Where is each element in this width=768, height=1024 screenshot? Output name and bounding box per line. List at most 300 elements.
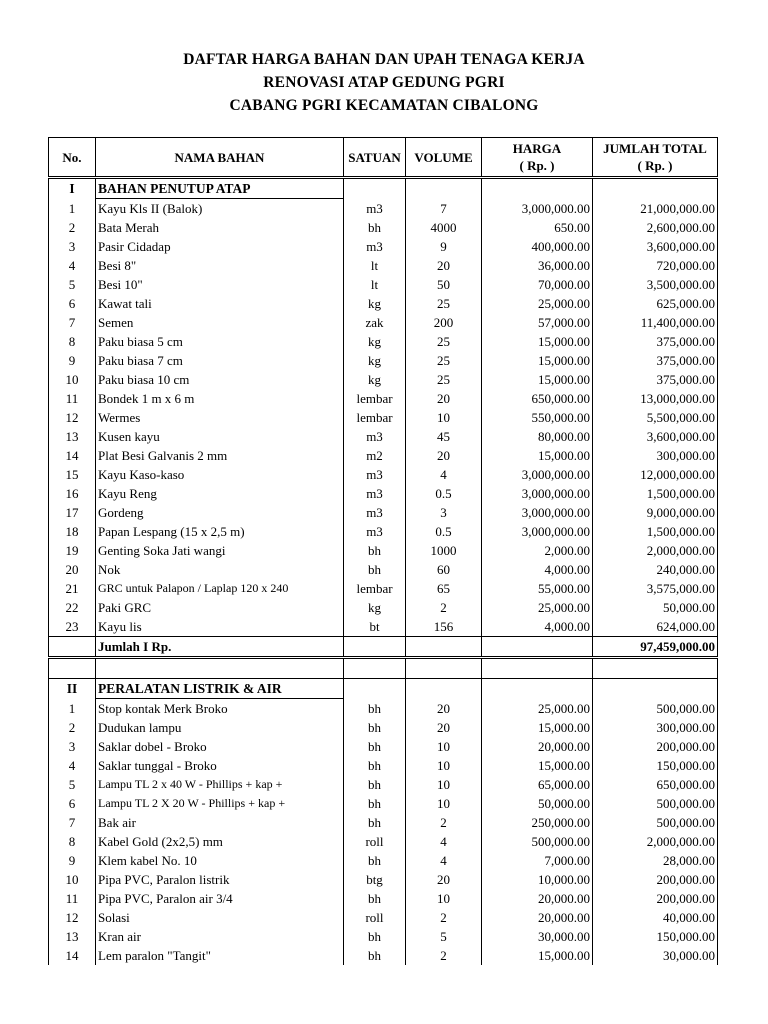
item-total: 21,000,000.00 — [593, 199, 718, 219]
section-2-heading-row — [49, 679, 718, 699]
item-number: 10 — [49, 370, 96, 389]
empty-cell — [49, 637, 96, 658]
item-unit: bh — [344, 560, 406, 579]
item-volume: 20 — [406, 699, 482, 719]
item-number: 4 — [49, 256, 96, 275]
table-row — [49, 699, 718, 719]
item-name: Kayu Kaso-kaso — [96, 465, 344, 484]
header-volume: VOLUME — [406, 138, 482, 178]
empty-cell — [96, 658, 344, 679]
item-unit: m3 — [344, 237, 406, 256]
empty-cell — [49, 658, 96, 679]
item-name: Bak air — [96, 813, 344, 832]
item-name: Pipa PVC, Paralon air 3/4 — [96, 889, 344, 908]
item-total: 375,000.00 — [593, 351, 718, 370]
item-number: 1 — [49, 199, 96, 219]
item-total: 30,000.00 — [593, 946, 718, 965]
item-unit: bh — [344, 775, 406, 794]
item-unit: btg — [344, 870, 406, 889]
item-price: 4,000.00 — [482, 617, 593, 637]
section-1-number: I — [49, 178, 96, 199]
table-row — [49, 465, 718, 484]
item-number: 2 — [49, 718, 96, 737]
item-volume: 25 — [406, 370, 482, 389]
item-name: Kran air — [96, 927, 344, 946]
item-number: 9 — [49, 351, 96, 370]
item-unit: bh — [344, 813, 406, 832]
item-volume: 20 — [406, 870, 482, 889]
header-harga — [482, 138, 593, 178]
item-number: 4 — [49, 756, 96, 775]
item-price: 400,000.00 — [482, 237, 593, 256]
item-number: 22 — [49, 598, 96, 617]
item-price: 15,000.00 — [482, 351, 593, 370]
table-row — [49, 927, 718, 946]
item-name: Pasir Cidadap — [96, 237, 344, 256]
item-total: 1,500,000.00 — [593, 522, 718, 541]
item-total: 200,000.00 — [593, 889, 718, 908]
item-price: 65,000.00 — [482, 775, 593, 794]
item-volume: 10 — [406, 794, 482, 813]
table-row — [49, 389, 718, 408]
item-total: 300,000.00 — [593, 718, 718, 737]
item-total: 624,000.00 — [593, 617, 718, 637]
item-total: 200,000.00 — [593, 737, 718, 756]
item-total: 28,000.00 — [593, 851, 718, 870]
item-total: 40,000.00 — [593, 908, 718, 927]
item-total: 3,575,000.00 — [593, 579, 718, 598]
item-total: 50,000.00 — [593, 598, 718, 617]
item-number: 3 — [49, 737, 96, 756]
item-number: 14 — [49, 446, 96, 465]
section-1-sum-row — [49, 637, 718, 658]
item-name: Semen — [96, 313, 344, 332]
empty-cell — [406, 637, 482, 658]
item-number: 18 — [49, 522, 96, 541]
item-price: 15,000.00 — [482, 756, 593, 775]
item-unit: bh — [344, 889, 406, 908]
section-1-sum-value: 97,459,000.00 — [593, 637, 718, 658]
table-row — [49, 851, 718, 870]
item-unit: bh — [344, 218, 406, 237]
item-unit: bh — [344, 718, 406, 737]
item-volume: 60 — [406, 560, 482, 579]
item-unit: roll — [344, 908, 406, 927]
item-volume: 10 — [406, 737, 482, 756]
empty-cell — [482, 637, 593, 658]
item-price: 80,000.00 — [482, 427, 593, 446]
item-name: Kayu Reng — [96, 484, 344, 503]
item-volume: 10 — [406, 408, 482, 427]
item-total: 500,000.00 — [593, 699, 718, 719]
item-total: 200,000.00 — [593, 870, 718, 889]
item-number: 7 — [49, 313, 96, 332]
item-name: Kabel Gold (2x2,5) mm — [96, 832, 344, 851]
item-unit: m3 — [344, 522, 406, 541]
item-volume: 25 — [406, 294, 482, 313]
empty-cell — [593, 178, 718, 199]
item-price: 20,000.00 — [482, 737, 593, 756]
empty-cell — [344, 658, 406, 679]
item-name: Saklar dobel - Broko — [96, 737, 344, 756]
item-total: 375,000.00 — [593, 332, 718, 351]
item-total: 3,500,000.00 — [593, 275, 718, 294]
item-name: Papan Lespang (15 x 2,5 m) — [96, 522, 344, 541]
table-row — [49, 560, 718, 579]
item-name: Wermes — [96, 408, 344, 427]
item-name: GRC untuk Palapon / Laplap 120 x 240 — [96, 579, 344, 598]
item-number: 11 — [49, 889, 96, 908]
item-name: Saklar tunggal - Broko — [96, 756, 344, 775]
empty-cell — [593, 679, 718, 699]
table-row — [49, 718, 718, 737]
item-unit: kg — [344, 598, 406, 617]
header-jumlah-total — [593, 138, 718, 178]
item-name: Solasi — [96, 908, 344, 927]
item-total: 5,500,000.00 — [593, 408, 718, 427]
item-unit: kg — [344, 332, 406, 351]
item-volume: 1000 — [406, 541, 482, 560]
item-unit: kg — [344, 370, 406, 389]
table-row — [49, 199, 718, 219]
table-row — [49, 351, 718, 370]
table-row — [49, 237, 718, 256]
item-total: 150,000.00 — [593, 927, 718, 946]
item-number: 1 — [49, 699, 96, 719]
item-unit: m3 — [344, 465, 406, 484]
item-unit: lembar — [344, 389, 406, 408]
item-price: 10,000.00 — [482, 870, 593, 889]
item-total: 500,000.00 — [593, 794, 718, 813]
table-row — [49, 275, 718, 294]
item-number: 8 — [49, 332, 96, 351]
item-unit: bh — [344, 737, 406, 756]
item-total: 3,600,000.00 — [593, 427, 718, 446]
item-volume: 25 — [406, 351, 482, 370]
item-price: 550,000.00 — [482, 408, 593, 427]
section-2-body — [49, 679, 718, 966]
item-total: 2,000,000.00 — [593, 832, 718, 851]
header-jumlah-line1: JUMLAH TOTAL — [603, 141, 707, 156]
item-volume: 20 — [406, 256, 482, 275]
table-row — [49, 313, 718, 332]
item-unit: kg — [344, 294, 406, 313]
item-volume: 20 — [406, 718, 482, 737]
item-price: 3,000,000.00 — [482, 465, 593, 484]
item-number: 6 — [49, 294, 96, 313]
item-price: 25,000.00 — [482, 294, 593, 313]
item-number: 3 — [49, 237, 96, 256]
item-unit: kg — [344, 351, 406, 370]
item-unit: zak — [344, 313, 406, 332]
item-number: 16 — [49, 484, 96, 503]
item-volume: 50 — [406, 275, 482, 294]
item-unit: lembar — [344, 579, 406, 598]
item-number: 2 — [49, 218, 96, 237]
item-unit: lt — [344, 256, 406, 275]
item-name: Dudukan lampu — [96, 718, 344, 737]
empty-cell — [482, 178, 593, 199]
empty-cell — [482, 658, 593, 679]
item-price: 2,000.00 — [482, 541, 593, 560]
item-number: 7 — [49, 813, 96, 832]
item-volume: 0.5 — [406, 484, 482, 503]
item-total: 300,000.00 — [593, 446, 718, 465]
item-unit: roll — [344, 832, 406, 851]
item-number: 15 — [49, 465, 96, 484]
table-row — [49, 813, 718, 832]
header-nama-bahan: NAMA BAHAN — [96, 138, 344, 178]
item-volume: 4 — [406, 465, 482, 484]
item-name: Kawat tali — [96, 294, 344, 313]
item-name: Gordeng — [96, 503, 344, 522]
item-volume: 20 — [406, 389, 482, 408]
item-total: 625,000.00 — [593, 294, 718, 313]
item-price: 57,000.00 — [482, 313, 593, 332]
item-price: 650,000.00 — [482, 389, 593, 408]
item-number: 8 — [49, 832, 96, 851]
section-1-heading-row — [49, 178, 718, 199]
table-header — [49, 138, 718, 178]
item-volume: 5 — [406, 927, 482, 946]
section-1-body — [49, 178, 718, 637]
table-row — [49, 908, 718, 927]
item-number: 9 — [49, 851, 96, 870]
item-volume: 156 — [406, 617, 482, 637]
item-number: 13 — [49, 927, 96, 946]
item-total: 1,500,000.00 — [593, 484, 718, 503]
table-row — [49, 756, 718, 775]
table-row — [49, 370, 718, 389]
item-volume: 10 — [406, 756, 482, 775]
table-row — [49, 598, 718, 617]
item-price: 3,000,000.00 — [482, 484, 593, 503]
item-price: 650.00 — [482, 218, 593, 237]
price-table — [48, 137, 718, 965]
item-name: Nok — [96, 560, 344, 579]
header-harga-line2: ( Rp. ) — [519, 158, 555, 173]
item-total: 3,600,000.00 — [593, 237, 718, 256]
item-price: 25,000.00 — [482, 598, 593, 617]
section-2-number: II — [49, 679, 96, 699]
title-line-3: CABANG PGRI KECAMATAN CIBALONG — [229, 97, 539, 114]
item-volume: 7 — [406, 199, 482, 219]
item-number: 10 — [49, 870, 96, 889]
header-no: No. — [49, 138, 96, 178]
item-volume: 9 — [406, 237, 482, 256]
item-total: 720,000.00 — [593, 256, 718, 275]
item-volume: 25 — [406, 332, 482, 351]
item-name: Paki GRC — [96, 598, 344, 617]
item-number: 12 — [49, 908, 96, 927]
table-row — [49, 256, 718, 275]
item-name: Bondek 1 m x 6 m — [96, 389, 344, 408]
empty-cell — [344, 178, 406, 199]
item-name: Stop kontak Merk Broko — [96, 699, 344, 719]
table-row — [49, 218, 718, 237]
item-volume: 2 — [406, 946, 482, 965]
item-unit: lembar — [344, 408, 406, 427]
item-total: 11,400,000.00 — [593, 313, 718, 332]
item-number: 6 — [49, 794, 96, 813]
item-volume: 200 — [406, 313, 482, 332]
item-number: 5 — [49, 775, 96, 794]
item-unit: bh — [344, 927, 406, 946]
item-volume: 10 — [406, 889, 482, 908]
empty-cell — [593, 658, 718, 679]
table-row — [49, 541, 718, 560]
item-price: 15,000.00 — [482, 946, 593, 965]
item-price: 3,000,000.00 — [482, 503, 593, 522]
header-harga-line1: HARGA — [512, 141, 562, 156]
item-total: 500,000.00 — [593, 813, 718, 832]
empty-cell — [344, 637, 406, 658]
item-name: Lem paralon "Tangit" — [96, 946, 344, 965]
item-name: Besi 8" — [96, 256, 344, 275]
item-total: 150,000.00 — [593, 756, 718, 775]
item-price: 15,000.00 — [482, 332, 593, 351]
item-name: Paku biasa 7 cm — [96, 351, 344, 370]
item-price: 15,000.00 — [482, 446, 593, 465]
item-number: 20 — [49, 560, 96, 579]
item-name: Klem kabel No. 10 — [96, 851, 344, 870]
table-row — [49, 484, 718, 503]
item-unit: bh — [344, 541, 406, 560]
item-unit: m3 — [344, 199, 406, 219]
item-volume: 2 — [406, 908, 482, 927]
item-unit: m3 — [344, 484, 406, 503]
item-volume: 20 — [406, 446, 482, 465]
table-row — [49, 522, 718, 541]
item-unit: bh — [344, 851, 406, 870]
table-row — [49, 503, 718, 522]
item-volume: 4 — [406, 851, 482, 870]
item-price: 15,000.00 — [482, 370, 593, 389]
item-volume: 65 — [406, 579, 482, 598]
empty-cell — [406, 679, 482, 699]
section-1-title: BAHAN PENUTUP ATAP — [96, 178, 344, 199]
item-unit: bh — [344, 699, 406, 719]
item-volume: 2 — [406, 813, 482, 832]
item-number: 17 — [49, 503, 96, 522]
table-row — [49, 332, 718, 351]
table-row — [49, 579, 718, 598]
table-row — [49, 889, 718, 908]
item-volume: 2 — [406, 598, 482, 617]
item-price: 3,000,000.00 — [482, 199, 593, 219]
section-1-sum-label: Jumlah I Rp. — [96, 637, 344, 658]
item-price: 50,000.00 — [482, 794, 593, 813]
item-total: 13,000,000.00 — [593, 389, 718, 408]
table-row — [49, 870, 718, 889]
header-jumlah-line2: ( Rp. ) — [637, 158, 673, 173]
item-unit: m3 — [344, 503, 406, 522]
section-2-title: PERALATAN LISTRIK & AIR — [96, 679, 344, 699]
item-number: 19 — [49, 541, 96, 560]
item-number: 5 — [49, 275, 96, 294]
table-row — [49, 737, 718, 756]
item-price: 36,000.00 — [482, 256, 593, 275]
item-name: Lampu TL 2 x 40 W - Phillips + kap + — [96, 775, 344, 794]
item-name: Genting Soka Jati wangi — [96, 541, 344, 560]
item-unit: bh — [344, 756, 406, 775]
item-name: Lampu TL 2 X 20 W - Phillips + kap + — [96, 794, 344, 813]
item-unit: m2 — [344, 446, 406, 465]
item-price: 20,000.00 — [482, 908, 593, 927]
item-price: 4,000.00 — [482, 560, 593, 579]
section-1-summary — [49, 637, 718, 679]
item-volume: 0.5 — [406, 522, 482, 541]
item-number: 21 — [49, 579, 96, 598]
item-name: Kusen kayu — [96, 427, 344, 446]
empty-cell — [406, 178, 482, 199]
item-price: 250,000.00 — [482, 813, 593, 832]
empty-cell — [482, 679, 593, 699]
header-satuan: SATUAN — [344, 138, 406, 178]
table-row — [49, 794, 718, 813]
item-total: 12,000,000.00 — [593, 465, 718, 484]
item-unit: bt — [344, 617, 406, 637]
table-row — [49, 832, 718, 851]
item-total: 240,000.00 — [593, 560, 718, 579]
title-line-2: RENOVASI ATAP GEDUNG PGRI — [263, 74, 505, 91]
item-number: 14 — [49, 946, 96, 965]
item-price: 3,000,000.00 — [482, 522, 593, 541]
table-row — [49, 294, 718, 313]
item-name: Kayu lis — [96, 617, 344, 637]
item-unit: m3 — [344, 427, 406, 446]
table-row — [49, 617, 718, 637]
item-total: 2,000,000.00 — [593, 541, 718, 560]
table-row — [49, 775, 718, 794]
item-volume: 45 — [406, 427, 482, 446]
item-price: 30,000.00 — [482, 927, 593, 946]
item-price: 55,000.00 — [482, 579, 593, 598]
item-name: Paku biasa 5 cm — [96, 332, 344, 351]
item-price: 20,000.00 — [482, 889, 593, 908]
item-total: 650,000.00 — [593, 775, 718, 794]
spacer-row — [49, 658, 718, 679]
item-unit: bh — [344, 946, 406, 965]
item-volume: 3 — [406, 503, 482, 522]
item-number: 11 — [49, 389, 96, 408]
item-price: 70,000.00 — [482, 275, 593, 294]
document-title-block — [0, 48, 768, 117]
table-row — [49, 427, 718, 446]
item-number: 13 — [49, 427, 96, 446]
table-row — [49, 946, 718, 965]
item-volume: 4000 — [406, 218, 482, 237]
table-row — [49, 408, 718, 427]
item-name: Plat Besi Galvanis 2 mm — [96, 446, 344, 465]
title-line-1: DAFTAR HARGA BAHAN DAN UPAH TENAGA KERJA — [183, 51, 585, 68]
empty-cell — [344, 679, 406, 699]
item-total: 2,600,000.00 — [593, 218, 718, 237]
item-volume: 4 — [406, 832, 482, 851]
item-total: 9,000,000.00 — [593, 503, 718, 522]
item-number: 12 — [49, 408, 96, 427]
item-unit: bh — [344, 794, 406, 813]
table-row — [49, 446, 718, 465]
item-name: Pipa PVC, Paralon listrik — [96, 870, 344, 889]
item-price: 15,000.00 — [482, 718, 593, 737]
item-name: Bata Merah — [96, 218, 344, 237]
item-unit: lt — [344, 275, 406, 294]
item-volume: 10 — [406, 775, 482, 794]
item-price: 25,000.00 — [482, 699, 593, 719]
item-name: Besi 10" — [96, 275, 344, 294]
item-price: 500,000.00 — [482, 832, 593, 851]
